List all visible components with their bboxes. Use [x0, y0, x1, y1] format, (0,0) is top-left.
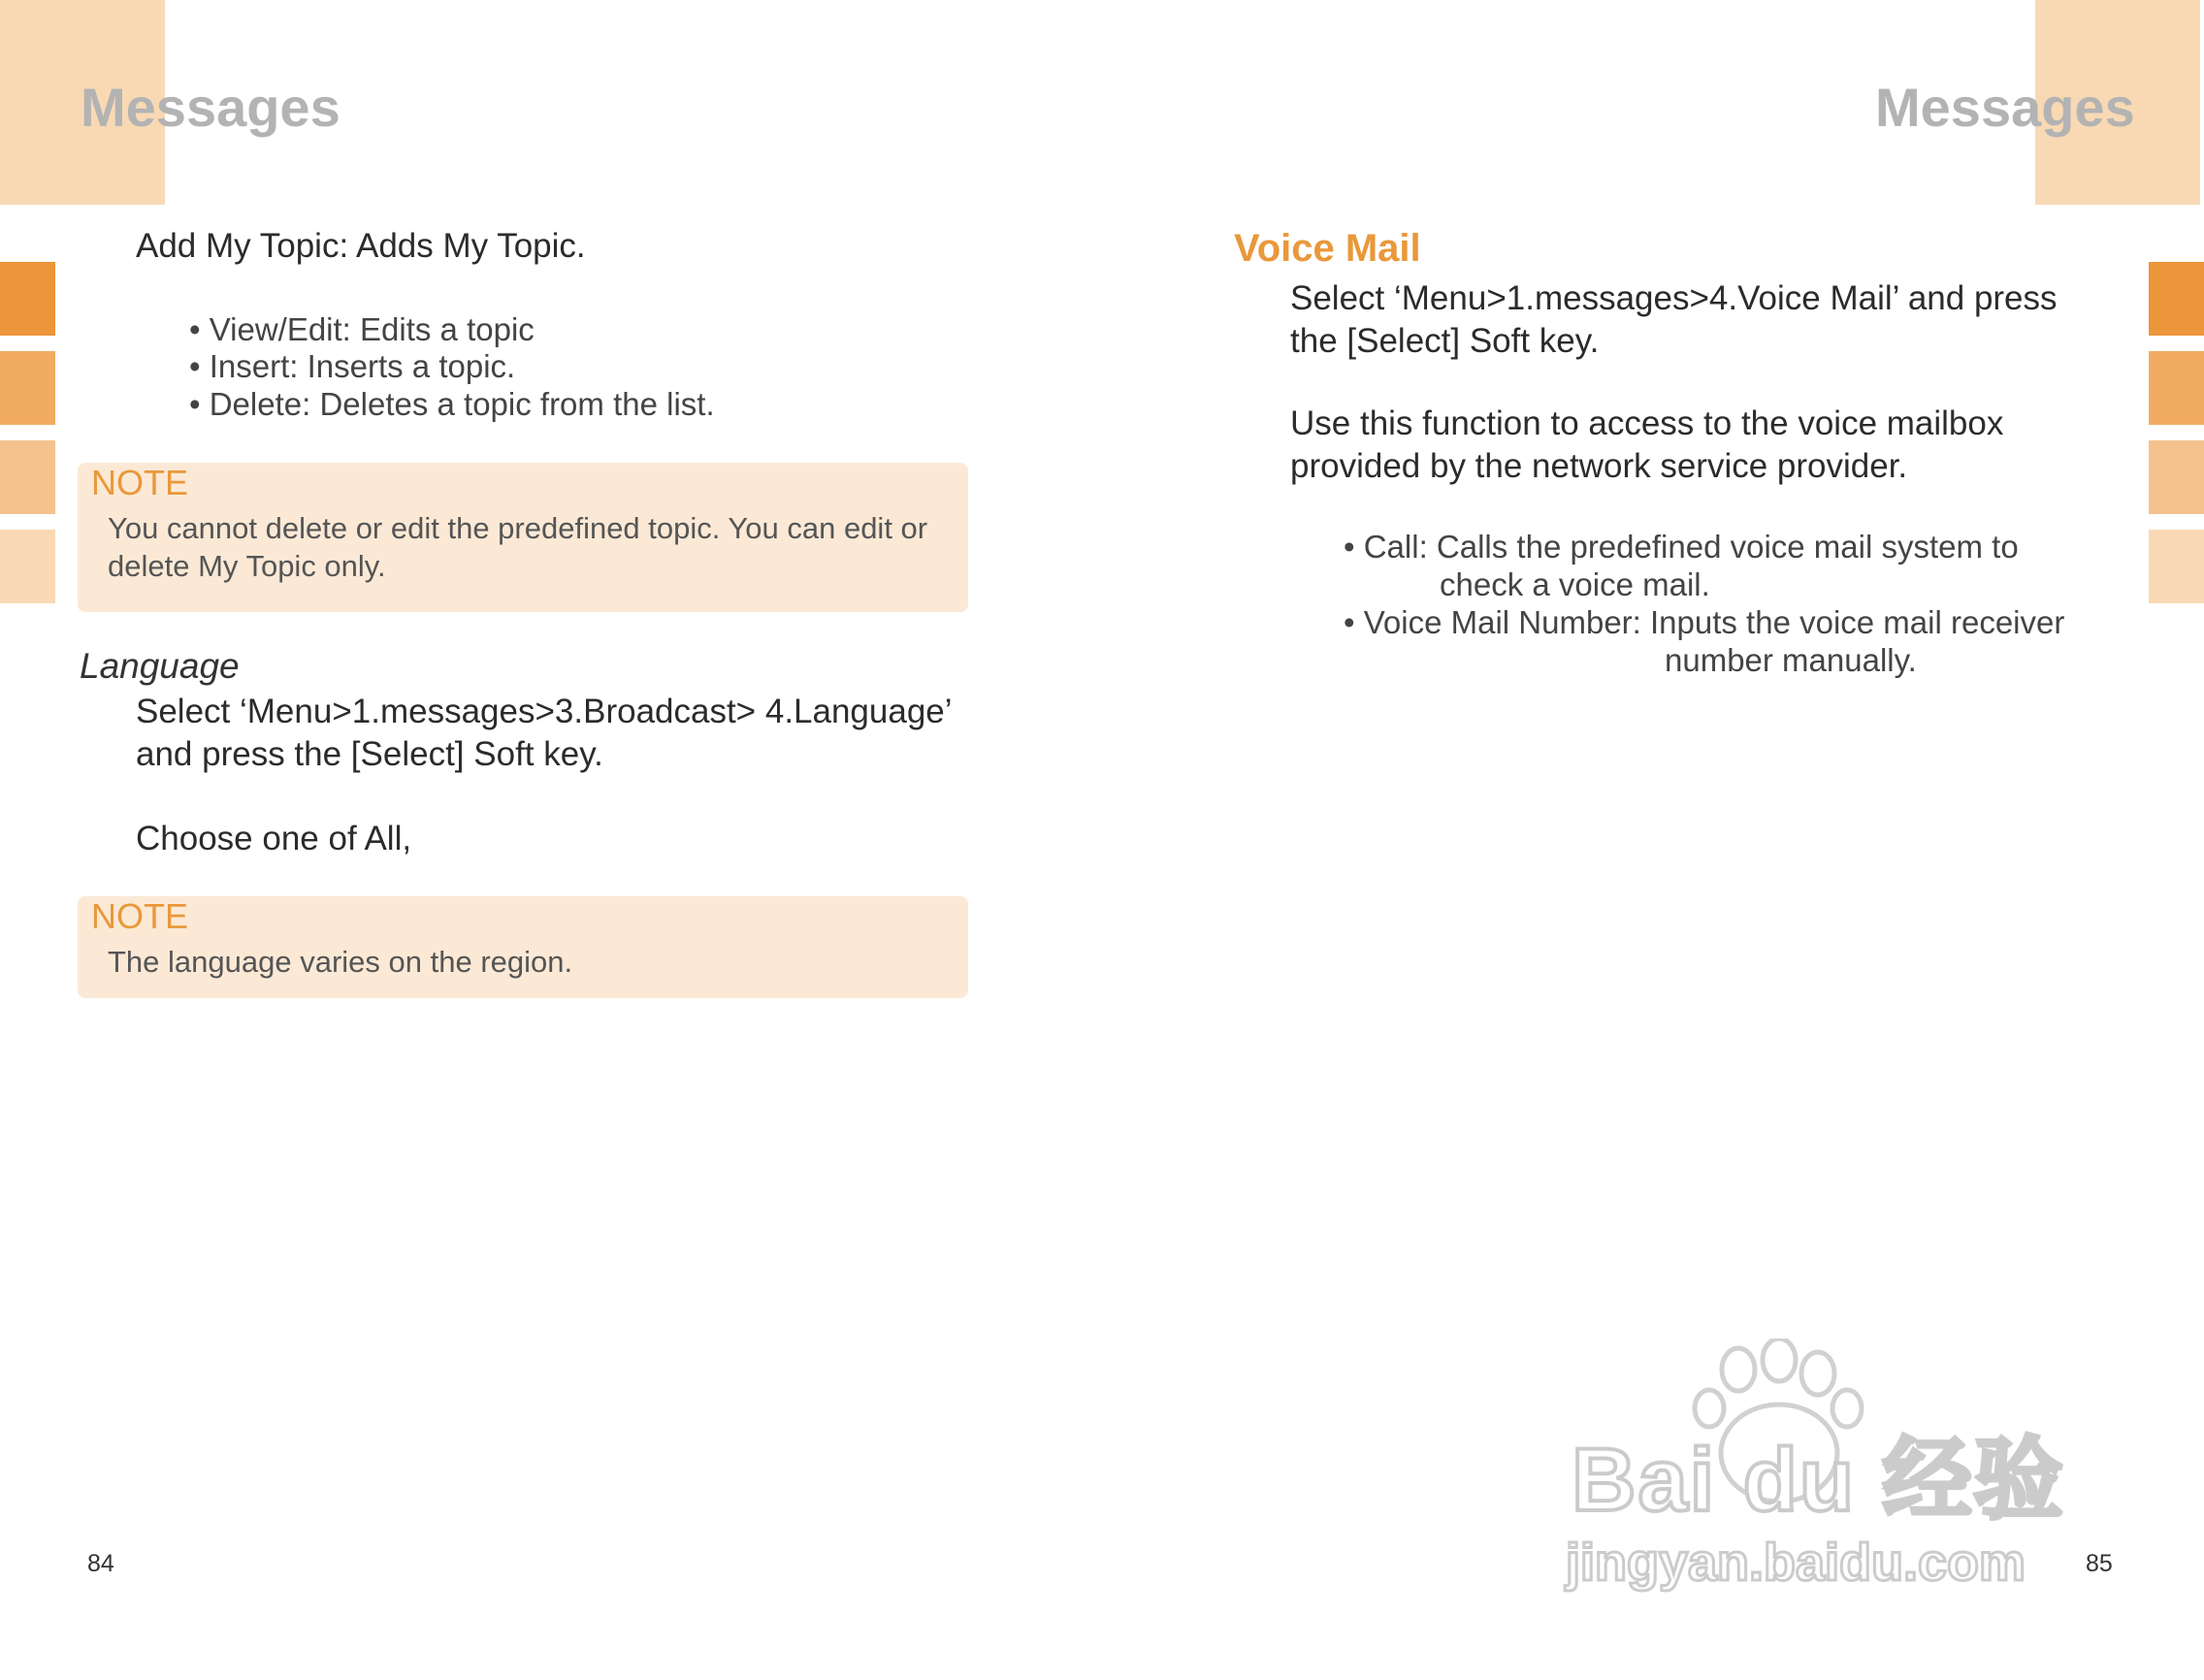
- right-tab-1: [2149, 262, 2204, 336]
- right-page-header: Messages: [1875, 77, 2135, 138]
- add-my-topic-text: Add My Topic: Adds My Topic.: [136, 227, 586, 265]
- note-1-line-2: delete My Topic only.: [108, 549, 386, 583]
- left-tab-1: [0, 262, 55, 336]
- bullet-voice-mail-number: • Voice Mail Number: Inputs the voice mail receiver: [1344, 604, 2065, 640]
- watermark-brand: Bai du 经验: [1572, 1431, 2065, 1530]
- note-box-2: [78, 896, 968, 998]
- language-line-2: and press the [Select] Soft key.: [136, 735, 603, 773]
- voice-mail-para1-line2: the [Select] Soft key.: [1290, 322, 1600, 360]
- page-number-left: 84: [87, 1550, 114, 1577]
- watermark-url: jingyan.baidu.com: [1566, 1534, 2026, 1592]
- language-line-1: Select ‘Menu>1.messages>3.Broadcast> 4.Language’: [136, 693, 953, 730]
- right-tab-4: [2149, 530, 2204, 603]
- note-label-1: NOTE: [91, 463, 189, 502]
- bullet-view-edit: • View/Edit: Edits a topic: [189, 311, 535, 347]
- voice-mail-para2-line2: provided by the network service provider.: [1290, 447, 1908, 485]
- right-tab-3: [2149, 440, 2204, 514]
- note-label-2: NOTE: [91, 896, 189, 936]
- voice-mail-heading: Voice Mail: [1234, 227, 1421, 270]
- voice-mail-para1-line1: Select ‘Menu>1.messages>4.Voice Mail’ and press: [1290, 279, 2058, 317]
- bullet-delete: • Delete: Deletes a topic from the list.: [189, 386, 715, 422]
- right-tab-2: [2149, 351, 2204, 425]
- baidu-watermark: [1564, 1339, 2068, 1600]
- bullet-call-cont: check a voice mail.: [1440, 566, 1710, 602]
- language-heading: Language: [80, 646, 240, 686]
- bullet-insert: • Insert: Inserts a topic.: [189, 348, 516, 384]
- left-tab-3: [0, 440, 55, 514]
- note-2-line-1: The language varies on the region.: [108, 945, 573, 979]
- note-1-line-1: You cannot delete or edit the predefined topic. You can edit or: [108, 511, 928, 545]
- page-number-right: 85: [2086, 1550, 2113, 1577]
- voice-mail-para2-line1: Use this function to access to the voice mailbox: [1290, 404, 2004, 442]
- left-page-header: Messages: [81, 77, 340, 138]
- note-box-1: [78, 463, 968, 612]
- choose-text: Choose one of All,: [136, 820, 412, 857]
- bullet-call: • Call: Calls the predefined voice mail system to: [1344, 529, 2019, 565]
- left-tab-2: [0, 351, 55, 425]
- left-tab-4: [0, 530, 55, 603]
- bullet-voice-mail-number-cont: number manually.: [1665, 642, 1917, 678]
